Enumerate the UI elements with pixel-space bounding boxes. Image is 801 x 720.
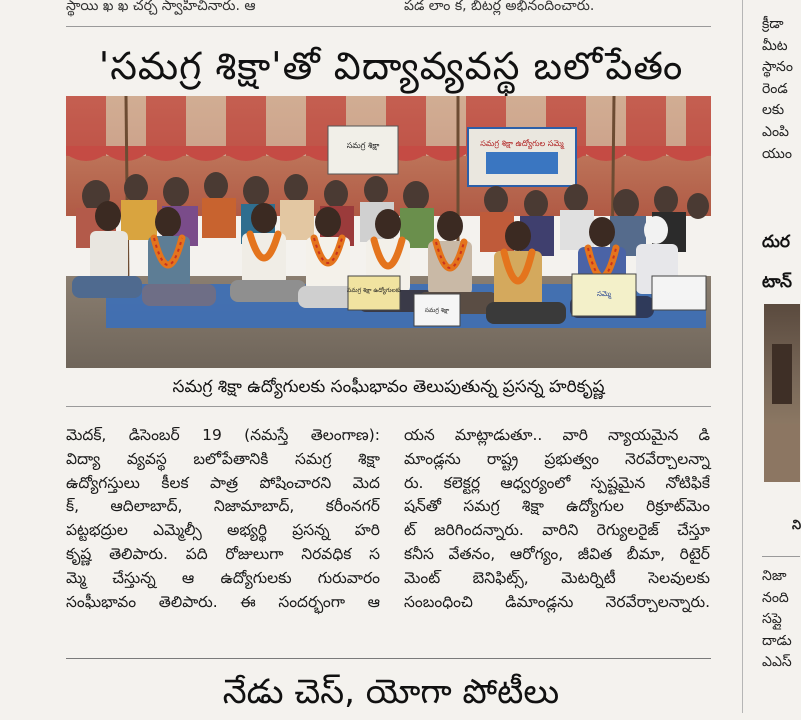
prev-article-tail-col2: పడ లాం క, బిటర్ల అభినందించారు. [404, 0, 595, 14]
top-divider [66, 26, 711, 27]
side-column [762, 0, 800, 713]
next-article-headline: నేడు చెస్, యోగా పోటీలు [222, 672, 560, 712]
side-line: క్రీడా [762, 16, 784, 32]
photo-caption: సమగ్ర శిక్షా ఉద్యోగులకు సంఘీభావం తెలుపుతున్న ప్రసన్న హరికృష్ణ [172, 377, 605, 397]
article-column-1 [66, 424, 380, 614]
article-line: ఉద్యోగస్తులు కీలక పాత్ర పోషించారని మెద [66, 473, 380, 492]
article-line: రు. కలెక్టర్ల ఆధ్వర్యంలో స్పష్టమైన నోటిఫికే [404, 473, 710, 492]
side-column-bottom-text [762, 566, 792, 674]
column-separator [742, 0, 743, 713]
side-divider [762, 556, 800, 557]
article-line: పట్టభద్రుల ఎమ్మెల్సీ అభ్యర్థి ప్రసన్న హరి [66, 521, 380, 540]
article-line: విద్యా వ్యవస్థ బలోపేతానికి సమగ్ర శిక్షా [66, 449, 380, 468]
article-line: మ్మె చేస్తున్న ఆ ఉద్యోగులకు గురువారం [66, 568, 380, 587]
side-line: స్థానం [762, 59, 793, 76]
side-line: రెండ [762, 80, 788, 97]
placard-text-3: సమ్మె [597, 290, 611, 298]
article-line: యన మాట్లాడుతూ.. వారి న్యాయమైన డి [404, 426, 710, 444]
side-line: ఎఎస్ [762, 654, 792, 671]
side-line: ఎంపి [762, 123, 790, 140]
side-column-top-text [762, 14, 793, 165]
protest-photo [66, 96, 711, 368]
article-line: సంఘీభావం తెలిపారు. ఈ సందర్భంగా ఆ [66, 592, 380, 611]
article-line: షన్‌తో సమగ్ర శిక్షా ఉద్యోగుల రిక్రూట్‌మెం [404, 497, 710, 516]
article-line: మెదక్, డిసెంబర్ 19 (నమస్తే తెలంగాణ): [66, 426, 380, 444]
prev-article-tail-col1: స్థాయి ఖ ఖ చర్చ స్వాహిచినారు. ఆ [66, 0, 256, 14]
article-line: కృష్ణ తెలిపారు. పది రోజులుగా నిరవధిక స [66, 544, 380, 563]
article-line: ట్ జరిగిందన్నారు. వారిని రెగ్యులరైజ్ చేస్తూ [404, 521, 710, 540]
side-line: దాడు [762, 632, 792, 649]
side-column-photo [764, 304, 800, 482]
article-end-divider [66, 658, 711, 659]
side-column-headline [762, 222, 792, 302]
article-line: మాండ్లను రాష్ట్ర ప్రభుత్వం నెరవేర్చాలన్నా [404, 449, 710, 468]
article-column-2 [404, 424, 710, 614]
placard-text-1: సమగ్ర శిక్షా ఉద్యోగులకు [347, 287, 401, 294]
side-line: నిజా [762, 568, 787, 584]
side-line: యుం [762, 145, 792, 162]
side-line: నంది [762, 589, 789, 606]
side-headline-line: దుర [762, 232, 790, 252]
article-line: కనీస వేతనం, ఆరోగ్యం, జీవిత బీమా, రిటైర్ [404, 544, 710, 563]
side-line: మీట [762, 37, 788, 54]
side-headline-line: టాన్ [762, 272, 792, 292]
protest-photo-illustration [66, 96, 711, 368]
caption-divider [66, 406, 711, 407]
article-headline: 'సమగ్ర శిక్షా'తో విద్యావ్యవస్థ బలోపేతం [98, 44, 684, 88]
article-line: మెంట్ బెనిఫిట్స్, మెటర్నిటీ సెలవులకు [404, 568, 710, 587]
side-photo-credit: ని [792, 518, 801, 533]
banner-text-2: సమగ్ర శిక్షా [346, 141, 380, 150]
side-line: లకు [762, 102, 785, 119]
banner-text-1: సమగ్ర శిక్షా ఉద్యోగుల సమ్మె [480, 139, 564, 148]
placard-text-2: సమగ్ర శిక్షా [424, 307, 450, 314]
side-line: సప్లై [762, 611, 782, 628]
article-line: సంబంధించి డిమాండ్లను నెరవేర్చాలన్నారు. [404, 592, 710, 611]
article-line: క్, ఆదిలాబాద్, నిజామాబాద్, కరీంనగర్ [66, 497, 380, 516]
